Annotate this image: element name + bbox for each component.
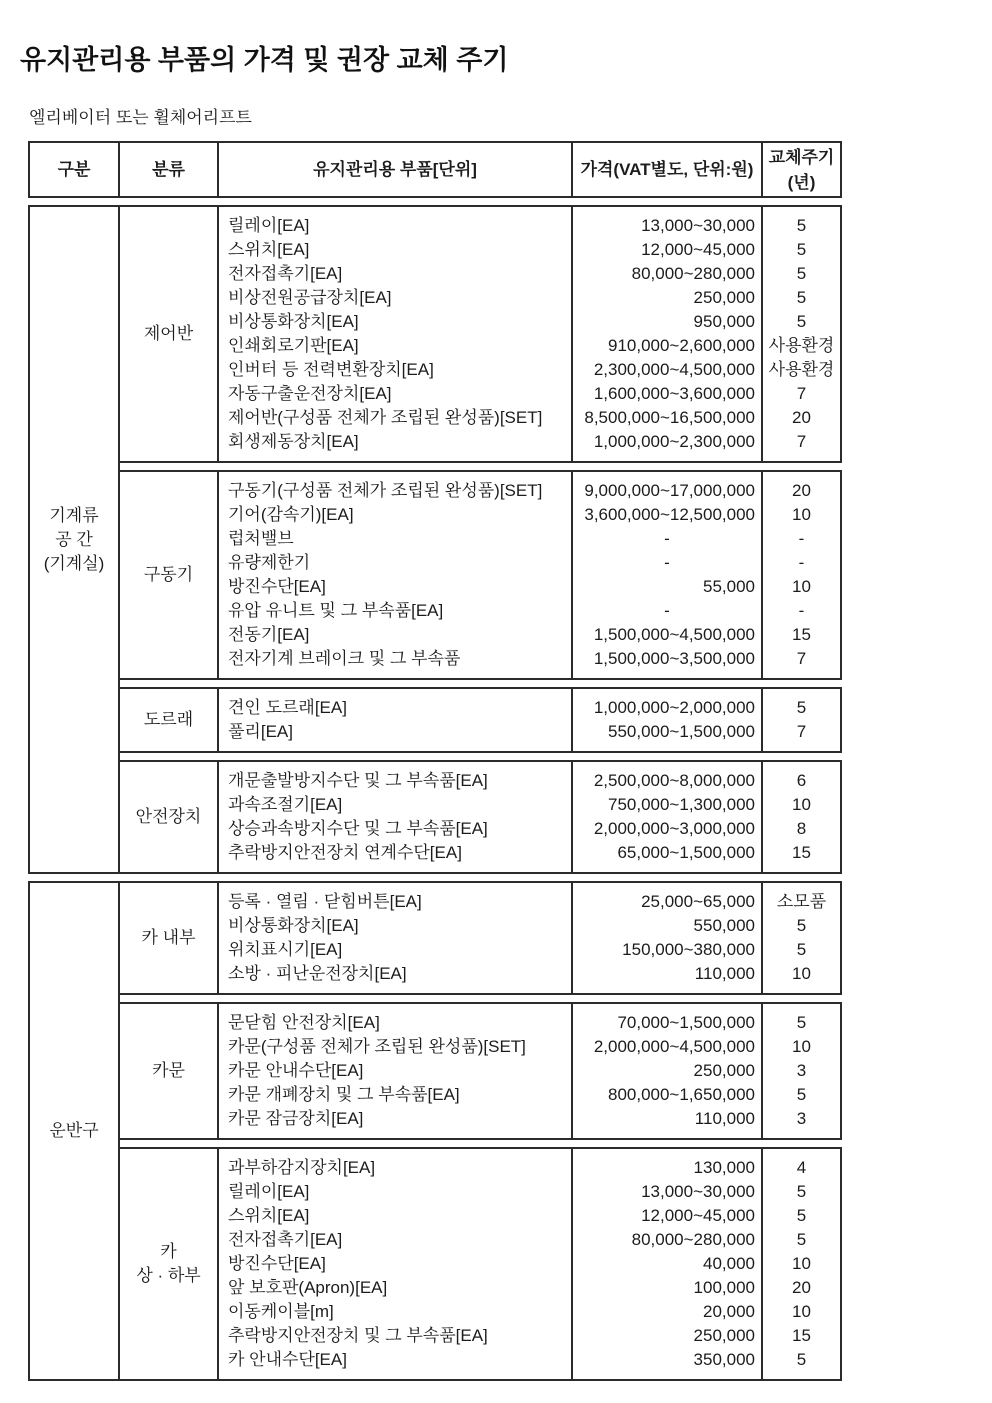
page-title: 유지관리용 부품의 가격 및 권장 교체 주기 [20,45,509,75]
price-value: 100,000 [693,1278,755,1297]
cycle-value: 10 [792,577,811,596]
cycle-value: 5 [796,1206,807,1225]
cycle-value: - [798,553,805,572]
price-value: 750,000~1,300,000 [607,795,755,814]
price-value: 3,600,000~12,500,000 [584,505,755,524]
price-value: 110,000 [694,1109,755,1128]
price-value: - [664,529,670,548]
price-value: 150,000~380,000 [622,940,755,959]
part-cell [219,687,573,753]
cycle-value: 3 [796,1109,807,1128]
cycle-value: 10 [792,795,811,814]
cycle-cell [763,881,842,995]
cycle-value: 소모품 [776,892,827,911]
cycle-value: 20 [792,1278,811,1297]
price-value: 2,300,000~4,500,000 [593,360,755,379]
part-name: 전자접촉기[EA] [228,1230,343,1249]
part-name: 유압 유니트 및 그 부속품[EA] [228,601,444,620]
header-classification: 분류 [120,141,219,198]
part-name: 개문출발방지수단 및 그 부속품[EA] [228,771,488,790]
part-cell [219,470,573,680]
price-value: 130,000 [693,1158,755,1177]
price-value: 550,000 [693,916,755,935]
price-value: 25,000~65,000 [641,892,755,911]
section-row [28,1147,842,1381]
cycle-value: 5 [796,1085,807,1104]
part-name: 상승과속방지수단 및 그 부속품[EA] [228,819,488,838]
part-name: 방진수단[EA] [228,577,326,596]
header-part: 유지관리용 부품[단위] [219,141,573,198]
part-name: 릴레이[EA] [228,1182,310,1201]
header-price: 가격(VAT별도, 단위:원) [573,141,763,198]
part-name: 앞 보호판(Apron)[EA] [228,1278,388,1297]
section-row [28,760,842,874]
cycle-cell [763,1002,842,1140]
cycle-value: 15 [792,625,811,644]
price-value: 2,000,000~4,500,000 [593,1037,755,1056]
price-value: 13,000~30,000 [641,216,755,235]
part-name: 견인 도르래[EA] [228,698,347,717]
part-name: 스위치[EA] [228,240,310,259]
header-row [28,141,842,198]
part-name: 자동구출운전장치[EA] [228,384,392,403]
cycle-value: 5 [796,312,807,331]
price-value: 250,000 [693,1326,755,1345]
price-cell [573,1002,763,1140]
cycle-value: 5 [796,698,807,717]
page-subtitle: 엘리베이터 또는 휠체어리프트 [29,108,252,127]
cycle-cell [763,470,842,680]
part-cell [219,205,573,463]
cycle-value: 5 [796,1182,807,1201]
cycle-value: 사용환경 [768,336,835,355]
price-value: 110,000 [694,964,755,983]
price-cell [573,881,763,995]
cycle-value: 3 [796,1061,807,1080]
classification-cell: 도르래 [120,687,219,753]
part-name: 과속조절기[EA] [228,795,343,814]
classification-cell: 카문 [120,1002,219,1140]
price-value: 13,000~30,000 [641,1182,755,1201]
price-value: 910,000~2,600,000 [607,336,755,355]
cycle-value: 7 [796,649,807,668]
part-name: 전자접촉기[EA] [228,264,343,283]
cycle-value: 10 [792,1254,811,1273]
part-name: 소방 · 피난운전장치[EA] [228,964,407,983]
part-cell [219,881,573,995]
price-value: 1,600,000~3,600,000 [593,384,755,403]
part-name: 카문(구성품 전체가 조립된 완성품)[SET] [228,1037,526,1056]
part-name: 문닫힘 안전장치[EA] [228,1013,380,1032]
classification-cell: 카 내부 [120,881,219,995]
part-name: 인버터 등 전력변환장치[EA] [228,360,434,379]
cycle-value: 10 [792,1302,811,1321]
cycle-value: 5 [796,940,807,959]
price-value: 250,000 [693,1061,755,1080]
classification-cell: 카 상 · 하부 [120,1147,219,1381]
part-name: 릴레이[EA] [228,216,310,235]
section-row [28,205,842,463]
cycle-cell [763,687,842,753]
part-name: 비상통화장치[EA] [228,312,359,331]
price-cell [573,470,763,680]
price-value: 2,500,000~8,000,000 [593,771,755,790]
table-body [28,205,842,1381]
classification-cell: 안전장치 [120,760,219,874]
part-name: 스위치[EA] [228,1206,310,1225]
price-value: 550,000~1,500,000 [607,722,755,741]
cycle-value: 10 [792,505,811,524]
section-row [28,470,842,680]
part-name: 전동기[EA] [228,625,310,644]
cycle-value: 7 [796,432,807,451]
part-name: 카 안내수단[EA] [228,1350,347,1369]
part-name: 카문 잠금장치[EA] [228,1109,364,1128]
cycle-value: 사용환경 [768,360,835,379]
cycle-value: - [798,529,805,548]
part-name: 방진수단[EA] [228,1254,326,1273]
part-name: 추락방지안전장치 연계수단[EA] [228,843,462,862]
category-cell: 운반구 [28,881,120,1381]
cycle-value: 6 [796,771,807,790]
price-value: 70,000~1,500,000 [617,1013,755,1032]
part-cell [219,1147,573,1381]
part-name: 럽처밸브 [228,529,294,548]
price-cell [573,1147,763,1381]
price-cell [573,205,763,463]
price-value: 12,000~45,000 [641,1206,755,1225]
cycle-value: 10 [792,1037,811,1056]
price-cell [573,760,763,874]
price-value: 950,000 [693,312,755,331]
cycle-value: 15 [792,1326,811,1345]
parts-table [28,134,842,1388]
cycle-cell [763,1147,842,1381]
price-value: 250,000 [693,288,755,307]
classification-cell: 제어반 [120,205,219,463]
cycle-value: - [798,601,805,620]
part-name: 추락방지안전장치 및 그 부속품[EA] [228,1326,488,1345]
part-name: 카문 개폐장치 및 그 부속품[EA] [228,1085,460,1104]
part-name: 전자기계 브레이크 및 그 부속품 [228,649,461,668]
part-name: 회생제동장치[EA] [228,432,359,451]
cycle-cell [763,205,842,463]
header-cycle [763,141,842,198]
cycle-value: 5 [796,264,807,283]
price-value: 40,000 [703,1254,755,1273]
category-cell: 기계류 공 간 (기계실) [28,205,120,874]
section-row [28,1002,842,1140]
part-name: 기어(감속기)[EA] [228,505,354,524]
part-name: 구동기(구성품 전체가 조립된 완성품)[SET] [228,481,543,500]
part-name: 등록 · 열림 · 닫힘버튼[EA] [228,892,422,911]
cycle-value: 5 [796,240,807,259]
header-cycle-line1: 교체주기 [768,147,835,167]
price-cell [573,687,763,753]
cycle-value: 10 [792,964,811,983]
cycle-value: 4 [796,1158,807,1177]
cycle-value: 5 [796,216,807,235]
part-name: 과부하감지장치[EA] [228,1158,376,1177]
cycle-value: 5 [796,916,807,935]
price-value: 2,000,000~3,000,000 [593,819,755,838]
part-name: 유량제한기 [228,553,311,572]
section-row [28,687,842,753]
part-name: 위치표시기[EA] [228,940,343,959]
cycle-value: 8 [796,819,807,838]
price-value: 20,000 [703,1302,755,1321]
header-category: 구분 [28,141,120,198]
part-name: 비상통화장치[EA] [228,916,359,935]
cycle-value: 7 [796,384,807,403]
classification-cell: 구동기 [120,470,219,680]
part-name: 이동케이블[m] [228,1302,334,1321]
header-cycle-line2: (년) [787,172,816,192]
cycle-value: 5 [796,1350,807,1369]
cycle-value: 5 [796,288,807,307]
price-value: 8,500,000~16,500,000 [584,408,755,427]
price-value: 12,000~45,000 [641,240,755,259]
part-name: 풀리[EA] [228,722,293,741]
cycle-value: 15 [792,843,811,862]
cycle-value: 5 [796,1013,807,1032]
price-value: 350,000 [693,1350,755,1369]
price-value: 80,000~280,000 [631,1230,755,1249]
cycle-value: 20 [792,481,811,500]
price-value: 1,500,000~4,500,000 [593,625,755,644]
price-value: - [664,601,670,620]
price-value: 80,000~280,000 [631,264,755,283]
part-cell [219,1002,573,1140]
cycle-value: 5 [796,1230,807,1249]
cycle-value: 7 [796,722,807,741]
price-value: 1,000,000~2,000,000 [593,698,755,717]
price-value: 65,000~1,500,000 [617,843,755,862]
section-row [28,881,842,995]
cycle-value: 20 [792,408,811,427]
price-value: 1,000,000~2,300,000 [593,432,755,451]
price-value: 9,000,000~17,000,000 [584,481,755,500]
part-name: 카문 안내수단[EA] [228,1061,364,1080]
cycle-cell [763,760,842,874]
part-cell [219,760,573,874]
price-value: - [664,553,670,572]
part-name: 제어반(구성품 전체가 조립된 완성품)[SET] [228,408,543,427]
price-value: 55,000 [703,577,755,596]
price-value: 800,000~1,650,000 [607,1085,755,1104]
part-name: 비상전원공급장치[EA] [228,288,392,307]
price-value: 1,500,000~3,500,000 [593,649,755,668]
part-name: 인쇄회로기판[EA] [228,336,359,355]
